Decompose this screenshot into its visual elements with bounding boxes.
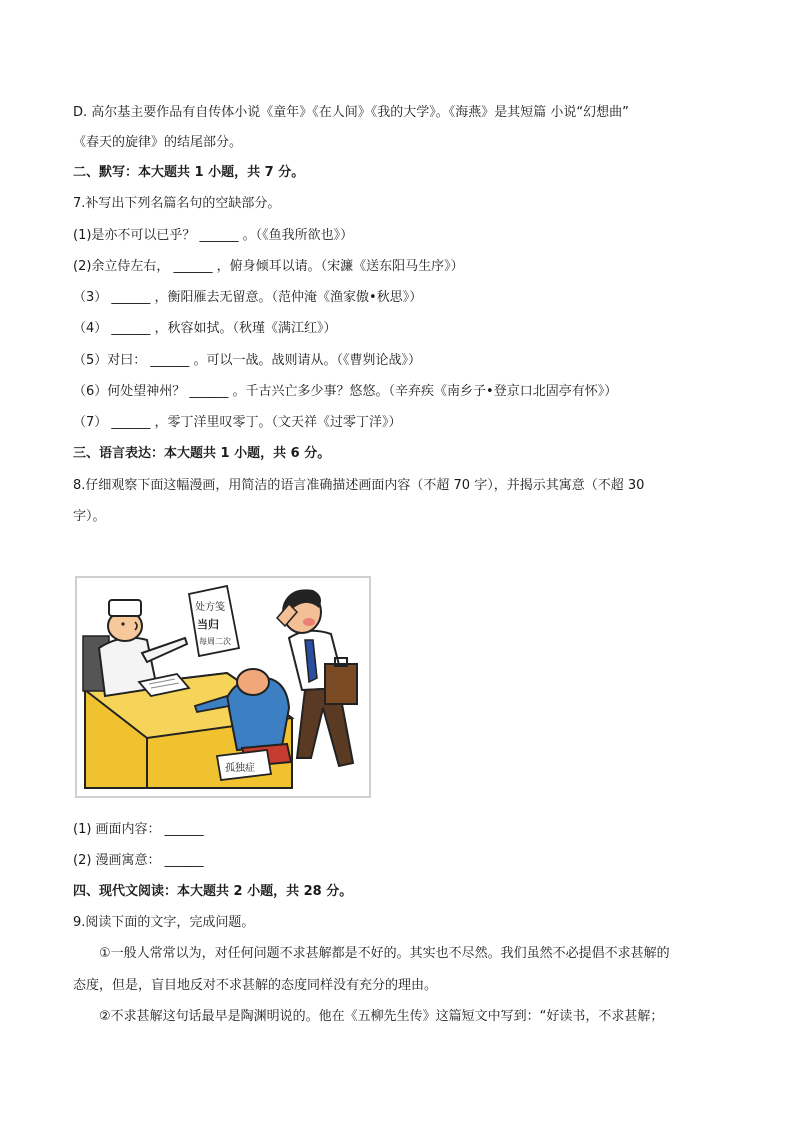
prescription-title: 处方笺 xyxy=(195,602,225,613)
paragraph-1-line-1: ①一般人常常以为，对任何问题不求甚解都是不好的。其实也不尽然。我们虽然不必提倡不求甚解的 xyxy=(99,946,670,961)
question-8-item-2: (2) 漫画寓意： ______ xyxy=(73,853,204,868)
question-7-item-6: （6）何处望神州？ ______ 。千古兴亡多少事？悠悠。（辛弃疾《南乡子•登京口北固亭有怀》） xyxy=(73,384,618,399)
question-8-item-1: (1) 画面内容： ______ xyxy=(73,822,204,837)
question-7-item-2: (2)余立侍左右， ______ ，俯身倾耳以请。（宋濂《送东阳马生序》） xyxy=(73,259,464,274)
section-3-header: 三、语言表达：本大题共 1 小题，共 6 分。 xyxy=(73,446,331,461)
question-8-title-line-1: 8.仔细观察下面这幅漫画，用简洁的语言准确描述画面内容（不超 70 字），并揭示其寓意（不超 30 xyxy=(73,478,645,493)
question-7-item-7: （7） ______ ，零丁洋里叹零丁。（文天祥《过零丁洋》） xyxy=(73,415,402,430)
question-7-item-5: （5）对曰： ______ 。可以一战。战则请从。（《曹刿论战》） xyxy=(73,353,422,368)
paragraph-2-line-1: ②不求甚解这句话最早是陶渊明说的。他在《五柳先生传》这篇短文中写到：“好读书，不求甚解； xyxy=(99,1009,664,1024)
prescription-dose: 每周二次 xyxy=(199,637,231,646)
option-d-line-1: D. 高尔基主要作品有自传体小说《童年》《在人间》《我的大学》。《海燕》是其短篇 小说“幻想曲” xyxy=(73,105,629,120)
section-2-header: 二、默写：本大题共 1 小题，共 7 分。 xyxy=(73,165,305,180)
prescription-drug: 当归 xyxy=(197,618,219,631)
question-9-title: 9.阅读下面的文字，完成问题。 xyxy=(73,915,255,930)
question-7-item-1: (1)是亦不可以已乎？ ______ 。（《鱼我所欲也》） xyxy=(73,228,354,243)
paper-label: 孤独症 xyxy=(225,763,255,774)
question-7-title: 7.补写出下列名篇名句的空缺部分。 xyxy=(73,196,281,211)
section-4-header: 四、现代文阅读：本大题共 2 小题，共 28 分。 xyxy=(73,884,353,899)
option-d-line-2: 《春天的旋律》的结尾部分。 xyxy=(73,135,243,150)
cartoon-image xyxy=(75,576,371,798)
paragraph-1-line-2: 态度，但是，盲目地反对不求甚解的态度同样没有充分的理由。 xyxy=(73,978,438,993)
question-7-item-3: （3） ______ ，衡阳雁去无留意。（范仲淹《渔家傲•秋思》） xyxy=(73,290,423,305)
question-7-item-4: （4） ______ ，秋容如拭。（秋瑾《满江红》） xyxy=(73,321,337,336)
question-8-title-line-2: 字）。 xyxy=(73,509,106,524)
